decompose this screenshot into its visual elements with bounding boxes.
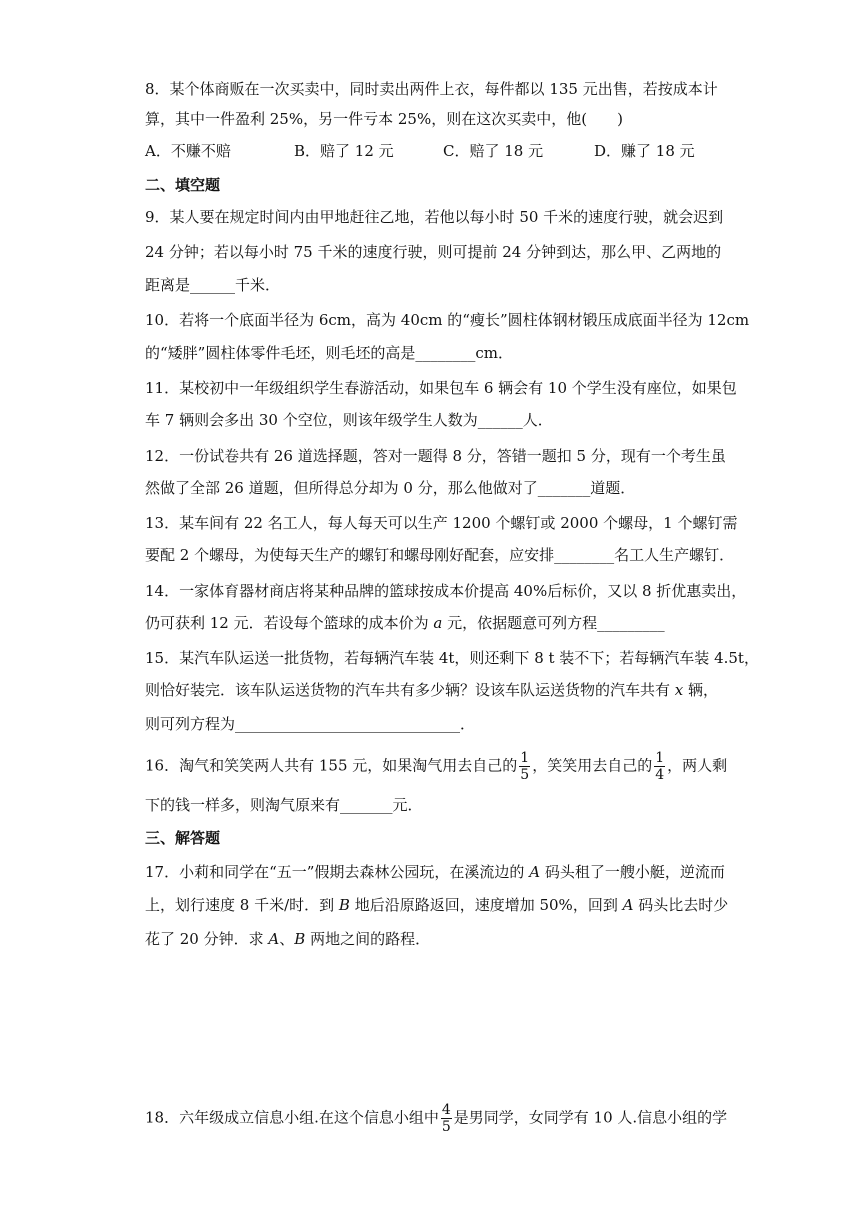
q17-text-3c: 两地之间的路程．	[305, 930, 431, 948]
q17-text-3b: 、	[279, 930, 295, 948]
q17-text-2b: 地后沿原路返回，速度增加 50%，回到	[349, 896, 623, 914]
q16-fraction-1-denominator: 5	[520, 767, 530, 783]
q17-text-3a: 花了 20 分钟．求	[145, 930, 269, 948]
q18-fraction-numerator: 4	[441, 1102, 451, 1118]
section-heading-fill-in: 二、填空题	[145, 176, 221, 194]
q9-line-1: 9．某人要在规定时间内由甲地赶往乙地，若他以每小时 50 千米的速度行驶，就会迟到	[145, 208, 724, 226]
q18-fraction	[441, 1102, 452, 1135]
q17-line-3	[145, 929, 430, 949]
q8-line-1: 8．某个体商贩在一次买卖中，同时卖出两件上衣，每件都以 135 元出售，若按成本计	[145, 80, 718, 98]
q14-line-2	[145, 613, 665, 633]
q17-text-1a: 17．小莉和同学在“五一”假期去森林公园玩，在溪流边的	[145, 863, 530, 881]
q16-fraction-1	[519, 750, 530, 783]
q8-option-d: D．赚了 18 元	[594, 142, 695, 160]
q14-line-1: 14．一家体育器材商店将某种品牌的篮球按成本价提高 40%后标价，又以 8 折优惠卖出，	[145, 582, 747, 600]
q16-fraction-2	[654, 750, 665, 783]
q14-variable-a: a	[433, 614, 443, 632]
q9-line-2: 24 分钟；若以每小时 75 千米的速度行驶，则可提前 24 分钟到达，那么甲、乙两地的	[145, 243, 722, 261]
q16-text-2: ，笑笑用去自己的	[532, 756, 653, 775]
q17-text-2a: 上，划行速度 8 千米/时．到	[145, 896, 339, 914]
q18-text-2: 是男同学，女同学有 10 人.信息小组的学	[453, 1108, 728, 1127]
q17-variable-a-2: A	[622, 896, 634, 914]
q14-line-2-text-b: 元，依据题意可列方程_________	[442, 614, 665, 632]
q15-line-2-text-b: 辆，	[683, 681, 719, 699]
q10-line-1: 10．若将一个底面半径为 6cm，高为 40cm 的“瘦长”圆柱体钢材锻压成底面半径为 12cm	[145, 311, 750, 329]
q17-text-1b: 码头租了一艘小艇，逆流而	[540, 863, 725, 881]
q16-text-1: 16．淘气和笑笑两人共有 155 元，如果淘气用去自己的	[145, 756, 518, 775]
q16-fraction-1-numerator: 1	[520, 750, 530, 766]
q11-line-2: 车 7 辆则会多出 30 个空位，则该年级学生人数为______人．	[145, 411, 553, 429]
q8-option-b: B．赔了 12 元	[294, 142, 394, 160]
q14-line-2-text-a: 仍可获利 12 元．若设每个篮球的成本价为	[145, 614, 434, 632]
q17-variable-a-3: A	[268, 930, 280, 948]
q12-line-2: 然做了全部 26 道题，但所得总分却为 0 分，那么他做对了_______道题．	[145, 479, 636, 497]
q16-fraction-2-denominator: 4	[655, 767, 665, 783]
q15-variable-x: x	[674, 681, 684, 699]
q17-line-2	[145, 895, 728, 915]
q17-variable-a: A	[529, 863, 541, 881]
q8-option-c: C．赔了 18 元	[443, 142, 544, 160]
q12-line-1: 12．一份试卷共有 26 道选择题，答对一题得 8 分，答错一题扣 5 分，现有一个考生虽	[145, 447, 726, 465]
q17-variable-b-2: B	[294, 930, 306, 948]
q11-line-1: 11．某校初中一年级组织学生春游活动，如果包车 6 辆会有 10 个学生没有座位，如果包	[145, 379, 737, 397]
q13-line-2: 要配 2 个螺母，为使每天生产的螺钉和螺母刚好配套，应安排________名工人生产螺钉．	[145, 546, 735, 564]
q8-option-a: A．不赚不赔	[145, 142, 231, 160]
q8-line-2: 算，其中一件盈利 25%，另一件亏本 25%，则在这次买卖中，他( )	[145, 110, 623, 128]
q18-line-1	[145, 1102, 727, 1135]
section-heading-solve: 三、解答题	[145, 829, 221, 847]
q16-fraction-2-numerator: 1	[655, 750, 665, 766]
q17-text-2c: 码头比去时少	[633, 896, 729, 914]
q18-fraction-denominator: 5	[441, 1119, 451, 1135]
q17-variable-b: B	[338, 896, 350, 914]
q16-line-2: 下的钱一样多，则淘气原来有_______元．	[145, 796, 423, 814]
q10-line-2: 的“矮胖”圆柱体零件毛坯，则毛坯的高是________cm．	[145, 344, 513, 362]
q17-line-1	[145, 862, 725, 882]
q16-line-1	[145, 750, 727, 783]
q13-line-1: 13．某车间有 22 名工人，每人每天可以生产 1200 个螺钉或 2000 个螺母，1 个螺钉需	[145, 514, 738, 532]
q16-text-3: ，两人剩	[667, 756, 728, 775]
q15-line-3: 则可列方程为______________________________．	[145, 715, 476, 733]
q18-text-1: 18．六年级成立信息小组.在这个信息小组中	[145, 1108, 439, 1127]
q15-line-2-text-a: 则恰好装完．该车队运送货物的汽车共有多少辆？设该车队运送货物的汽车共有	[145, 681, 675, 699]
q9-line-3: 距离是______千米．	[145, 276, 281, 294]
q15-line-2	[145, 680, 718, 700]
q15-line-1: 15．某汽车队运送一批货物，若每辆汽车装 4t，则还剩下 8 t 装不下；若每辆汽车装 4.5t，	[145, 649, 759, 667]
